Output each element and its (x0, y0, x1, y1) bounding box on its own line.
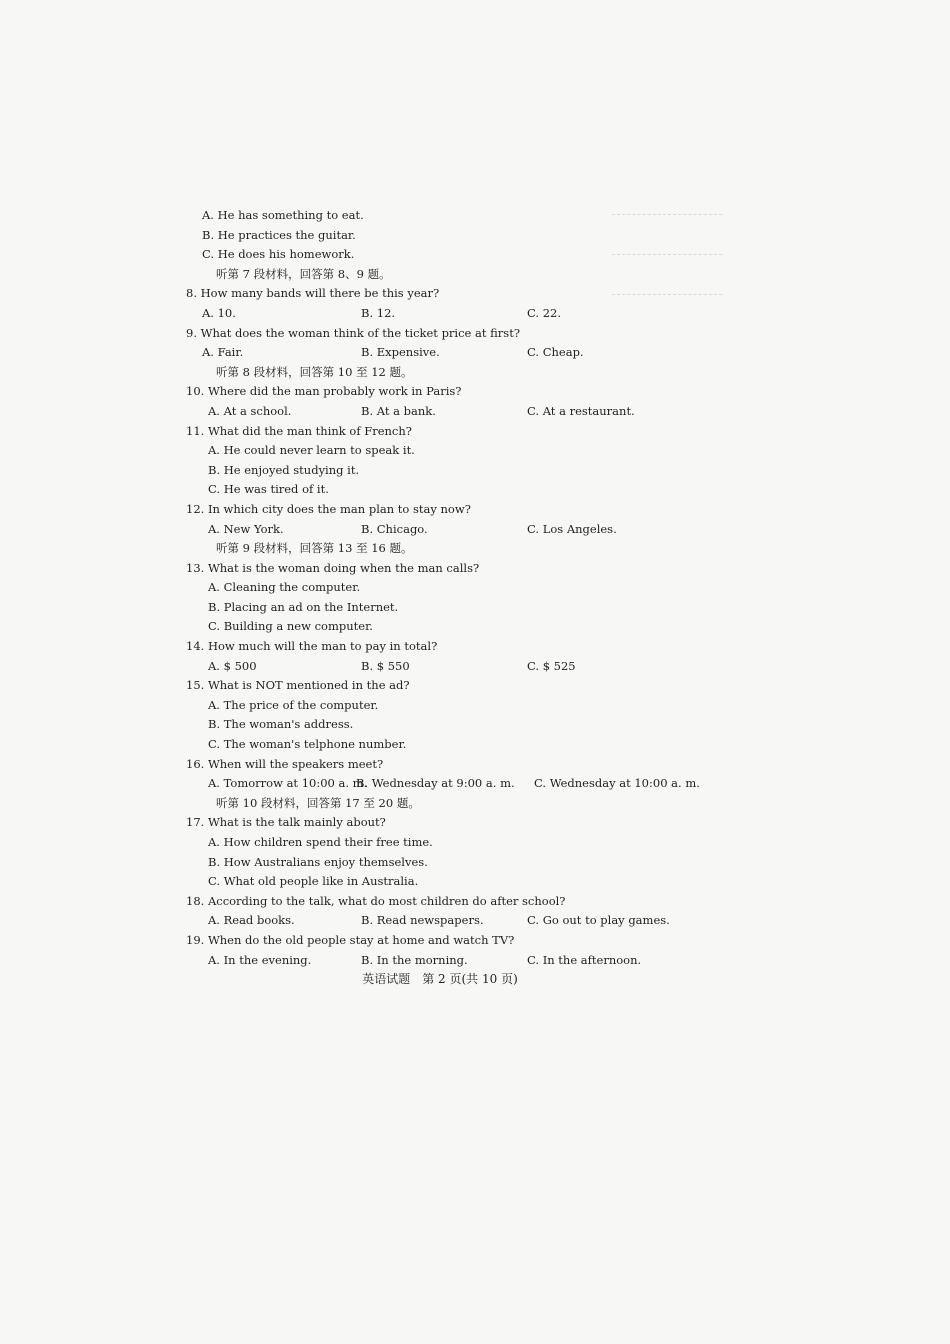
options-row (186, 520, 726, 540)
option-b: B. 12. (361, 305, 396, 320)
option-b: B. How Australians enjoy themselves. (208, 854, 428, 869)
question-8: 8. How many bands will there be this year? (186, 286, 440, 301)
option-a: A. Cleaning the computer. (208, 580, 361, 595)
options-row (186, 402, 726, 422)
option-a: A. The price of the computer. (208, 697, 379, 712)
option-line: A. He has something to eat. (202, 208, 364, 222)
option-c: C. Wednesday at 10:00 a. m. (534, 776, 700, 791)
option-a: A. Tomorrow at 10:00 a. m. (208, 776, 368, 791)
option-c: C. What old people like in Australia. (208, 874, 419, 889)
option-a: A. New York. (208, 521, 284, 536)
option-line: C. He does his homework. (202, 247, 355, 262)
option-b: B. $ 550 (361, 658, 410, 673)
question-17: 17. What is the talk mainly about? (186, 815, 386, 830)
option-b: B. At a bank. (361, 403, 436, 418)
option-c: C. Go out to play games. (527, 913, 670, 928)
question-11: 11. What did the man think of French? (186, 423, 412, 438)
option-b: B. Read newspapers. (361, 913, 484, 928)
option-c: C. In the afternoon. (527, 952, 642, 967)
options-row (186, 911, 726, 931)
options-row (186, 951, 726, 971)
option-line: B. He practices the guitar. (202, 227, 356, 242)
section-heading: 听第 10 段材料，回答第 17 至 20 题。 (216, 795, 420, 810)
question-10: 10. Where did the man probably work in Paris? (186, 384, 462, 399)
question-16: 16. When will the speakers meet? (186, 756, 384, 771)
options-row (186, 343, 726, 363)
section-heading: 听第 9 段材料，回答第 13 至 16 题。 (216, 541, 413, 556)
option-c: C. Cheap. (527, 345, 584, 360)
option-b: B. The woman's address. (208, 717, 354, 732)
option-a: A. Read books. (208, 913, 295, 928)
option-a: A. At a school. (208, 403, 292, 418)
options-row (186, 304, 726, 324)
option-a: A. $ 500 (208, 658, 257, 673)
option-a: A. In the evening. (208, 952, 312, 967)
question-9: 9. What does the woman think of the ticket price at first? (186, 325, 520, 340)
option-c: C. The woman's telphone number. (208, 737, 407, 752)
option-b: B. Chicago. (361, 521, 428, 536)
page-number: 英语试题 第 2 页(共 10 页) (362, 972, 518, 986)
question-14: 14. How much will the man to pay in total? (186, 639, 438, 654)
question-19: 19. When do the old people stay at home and watch TV? (186, 932, 515, 947)
option-a: A. He could never learn to speak it. (208, 443, 415, 458)
page-footer (0, 970, 950, 987)
option-a: A. How children spend their free time. (208, 835, 433, 849)
section-heading: 听第 7 段材料，回答第 8、9 题。 (216, 266, 391, 281)
option-b: B. He enjoyed studying it. (208, 462, 360, 477)
option-c: C. Building a new computer. (208, 619, 373, 634)
question-15: 15. What is NOT mentioned in the ad? (186, 678, 410, 693)
option-b: B. Expensive. (361, 345, 440, 360)
question-18: 18. According to the talk, what do most children do after school? (186, 893, 566, 908)
option-c: C. He was tired of it. (208, 482, 329, 497)
question-list (186, 206, 726, 970)
option-c: C. $ 525 (527, 658, 576, 673)
option-a: A. Fair. (202, 345, 244, 360)
option-c: C. 22. (527, 305, 561, 320)
question-13: 13. What is the woman doing when the man calls? (186, 560, 480, 575)
option-c: C. At a restaurant. (527, 403, 635, 418)
question-12: 12. In which city does the man plan to stay now? (186, 501, 471, 516)
options-row (186, 657, 726, 677)
option-c: C. Los Angeles. (527, 521, 617, 536)
option-b: B. Wednesday at 9:00 a. m. (356, 776, 515, 791)
section-heading: 听第 8 段材料，回答第 10 至 12 题。 (216, 364, 413, 379)
options-row (186, 774, 726, 794)
option-a: A. 10. (202, 305, 236, 320)
option-b: B. Placing an ad on the Internet. (208, 599, 399, 614)
option-b: B. In the morning. (361, 952, 468, 967)
